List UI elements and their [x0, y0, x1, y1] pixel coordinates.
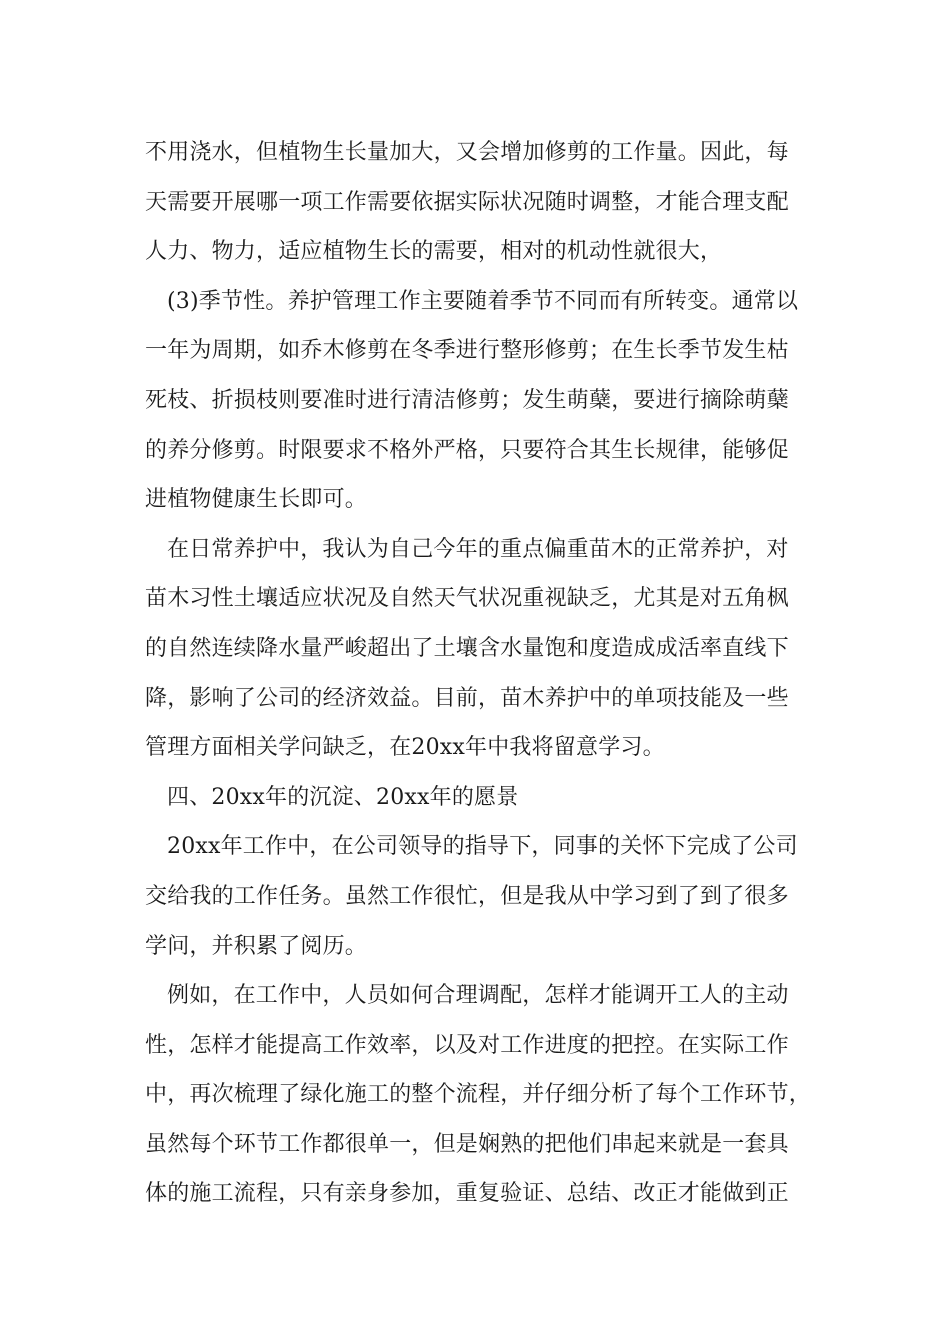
- text-line: 学问，并积累了阅历。: [145, 933, 368, 959]
- text-line: 天需要开展哪一项工作需要依据实际状况随时调整，才能合理支配: [145, 189, 789, 215]
- text-line: (3)季节性。养护管理工作主要随着季节不同而有所转变。通常以: [167, 288, 799, 314]
- text-line: 中，再次梳理了绿化施工的整个流程，并仔细分析了每个工作环节，: [145, 1082, 812, 1108]
- text-line: 人力、物力，适应植物生长的需要，相对的机动性就很大，: [145, 239, 723, 265]
- text-line: 性，怎样才能提高工作效率，以及对工作进度的把控。在实际工作: [145, 1032, 789, 1058]
- paragraph-example: [145, 971, 812, 1219]
- text-line: 管理方面相关学问缺乏，在20xx年中我将留意学习。: [145, 735, 665, 761]
- text-line: 的养分修剪。时限要求不格外严格，只要符合其生长规律，能够促: [145, 437, 789, 463]
- paragraph-watering-continuation: [145, 128, 807, 277]
- paragraph-seasonality: [145, 277, 807, 525]
- text-line: 虽然每个环节工作都很单一，但是娴熟的把他们串起来就是一套具: [145, 1131, 789, 1157]
- text-line: 一年为周期，如乔木修剪在冬季进行整形修剪；在生长季节发生枯: [145, 338, 789, 364]
- text-line: 降，影响了公司的经济效益。目前，苗木养护中的单项技能及一些: [145, 685, 789, 711]
- paragraph-work-summary: [145, 822, 807, 971]
- paragraph-daily-maintenance: [145, 525, 807, 773]
- text-line: 在日常养护中，我认为自己今年的重点偏重苗木的正常养护，对: [167, 536, 789, 562]
- text-line: 体的施工流程，只有亲身参加，重复验证、总结、改正才能做到正: [145, 1181, 789, 1207]
- text-line: 20xx年工作中，在公司领导的指导下，同事的关怀下完成了公司: [167, 834, 798, 860]
- text-line: 进植物健康生长即可。: [145, 487, 368, 513]
- text-line: 死枝、折损枝则要准时进行清洁修剪；发生萌蘖，要进行摘除萌蘖: [145, 387, 789, 413]
- heading-line: 四、20xx年的沉淀、20xx年的愿景: [167, 784, 519, 810]
- text-line: 不用浇水，但植物生长量加大，又会增加修剪的工作量。因此，每: [145, 140, 789, 165]
- text-line: 例如，在工作中，人员如何合理调配，怎样才能调开工人的主动: [167, 983, 789, 1009]
- text-line: 苗木习性土壤适应状况及自然天气状况重视缺乏，尤其是对五角枫: [145, 586, 789, 612]
- text-line: 的自然连续降水量严峻超出了土壤含水量饱和度造成成活率直线下: [145, 635, 789, 661]
- document-body: [145, 128, 812, 1219]
- text-line: 交给我的工作任务。虽然工作很忙，但是我从中学习到了到了很多: [145, 883, 789, 909]
- section-heading: [145, 773, 807, 823]
